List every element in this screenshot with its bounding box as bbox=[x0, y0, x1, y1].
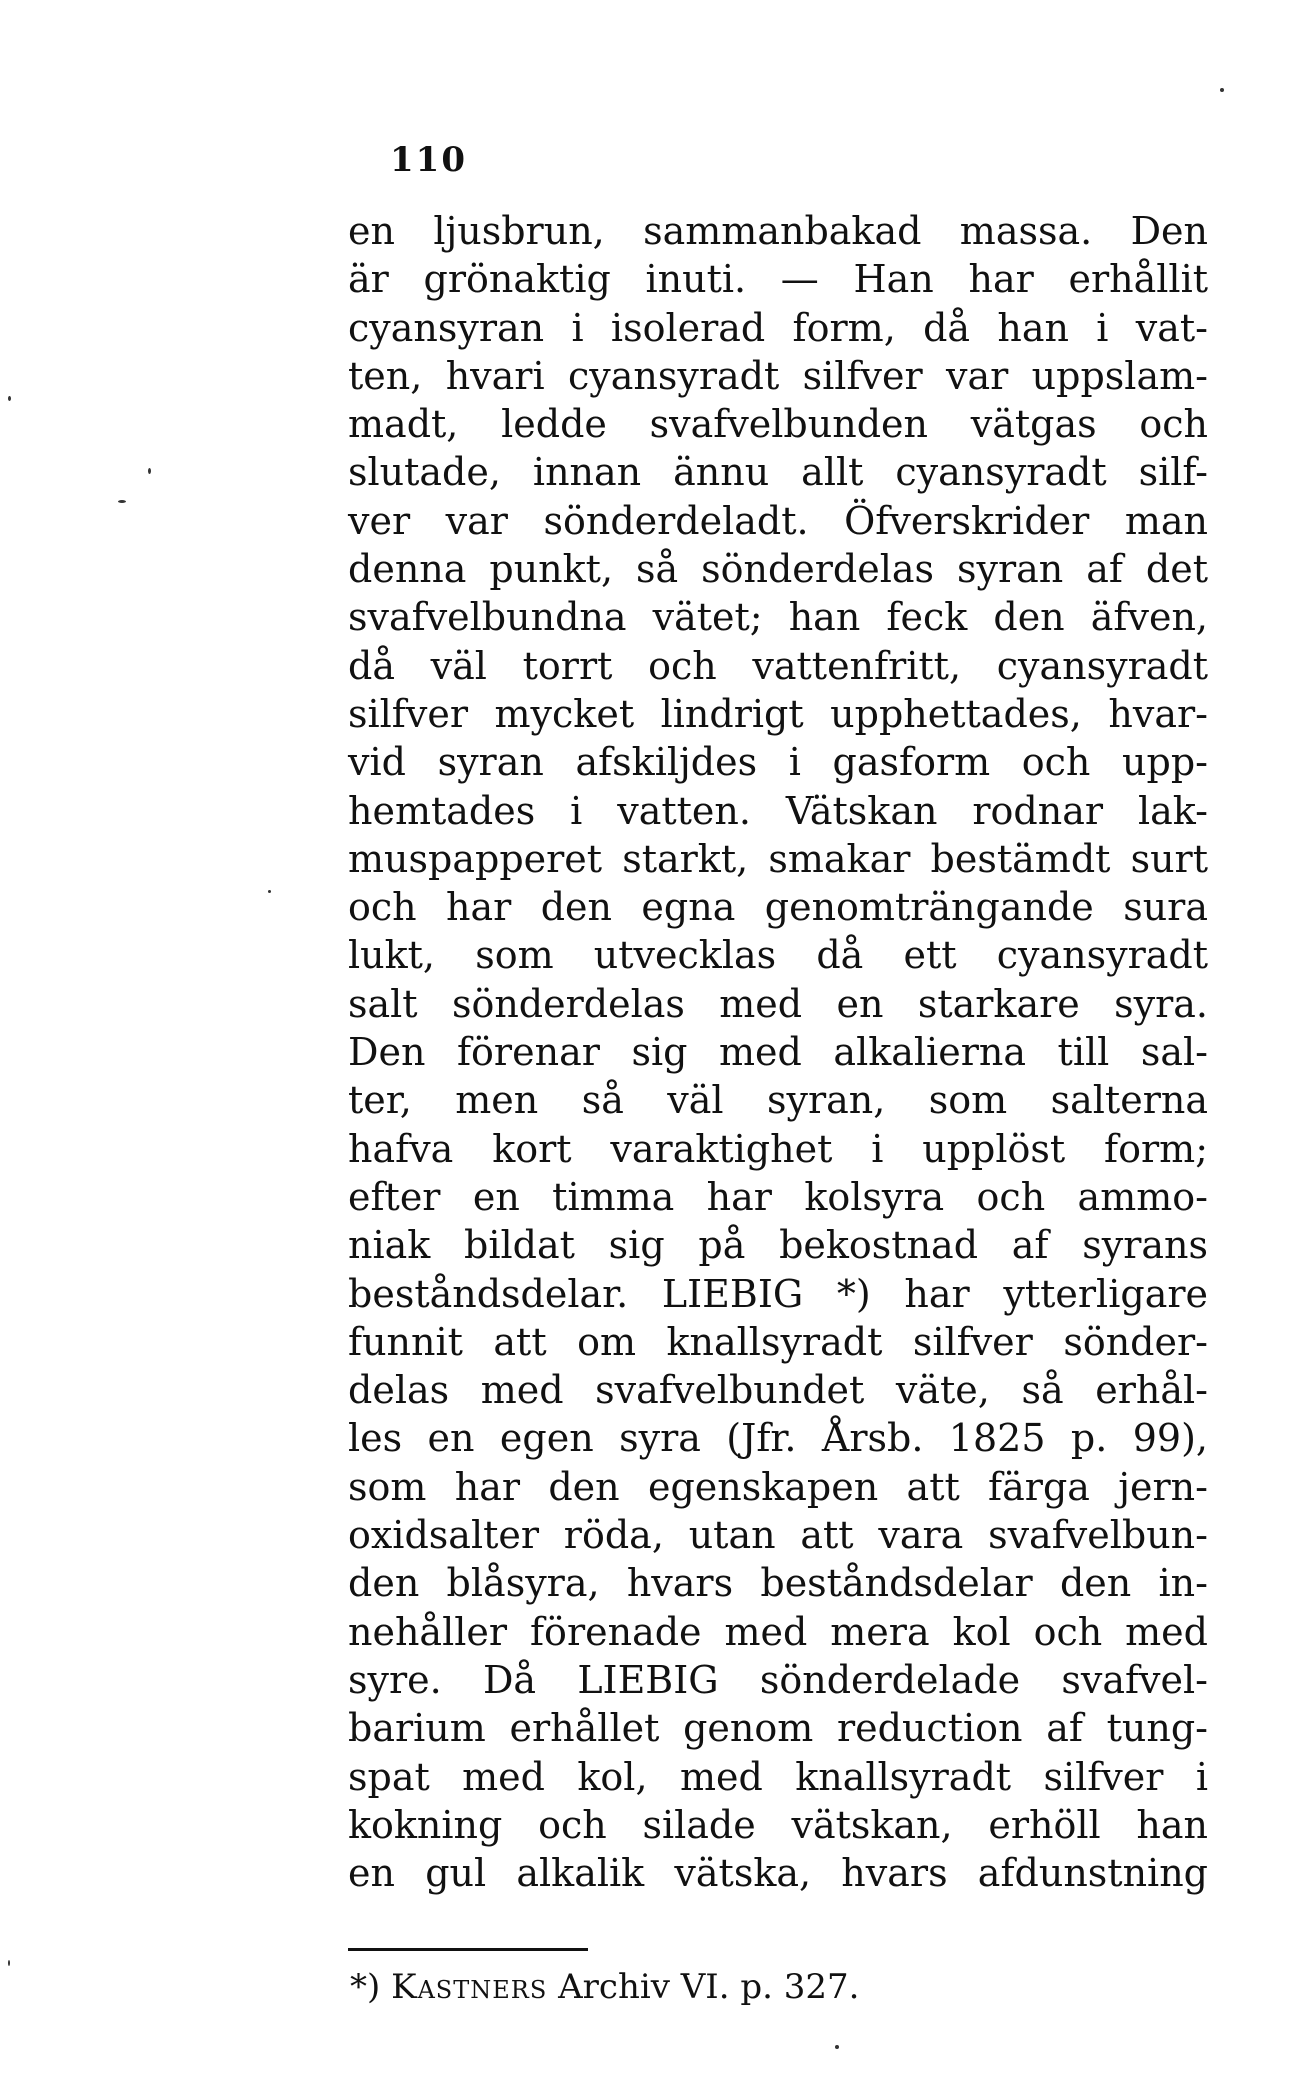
text-line: svafvelbundna vätet; han feck den äfven, bbox=[348, 595, 1208, 640]
text-line: en gul alkalik vätska, hvars afdunstning bbox=[348, 1851, 1208, 1896]
text-line: beståndsdelar. LIEBIG *) har ytterligare bbox=[348, 1271, 1208, 1316]
text-line: les en egen syra (Jfr. Årsb. 1825 p. 99), bbox=[348, 1416, 1208, 1461]
text-line: cyansyran i isolerad form, då han i vat- bbox=[348, 305, 1208, 350]
text-line: kokning och silade vätskan, erhöll han bbox=[348, 1802, 1208, 1847]
page-number: 110 bbox=[390, 140, 467, 180]
scan-speck bbox=[148, 468, 151, 474]
text-line: lukt, som utvecklas då ett cyansyradt bbox=[348, 933, 1208, 978]
text-line: som har den egenskapen att färga jern- bbox=[348, 1464, 1208, 1509]
footnote-rule bbox=[348, 1948, 588, 1951]
text-line: syre. Då LIEBIG sönderdelade svafvel- bbox=[348, 1657, 1208, 1702]
text-line: silfver mycket lindrigt upphettades, hvar- bbox=[348, 691, 1208, 736]
text-line: en ljusbrun, sammanbakad massa. Den bbox=[348, 209, 1208, 253]
text-line: denna punkt, så sönderdelas syran af det bbox=[348, 547, 1208, 592]
text-line: efter en timma har kolsyra och ammo- bbox=[348, 1174, 1208, 1219]
footnote bbox=[350, 1962, 859, 2012]
footnote-reference: Archiv VI. p. 327. bbox=[558, 1967, 860, 2007]
text-line: delas med svafvelbundet väte, så erhål- bbox=[348, 1368, 1208, 1413]
text-line: vid syran afskiljdes i gasform och upp- bbox=[348, 740, 1208, 785]
text-line: funnit att om knallsyradt silfver sönder- bbox=[348, 1319, 1208, 1364]
text-line: slutade, innan ännu allt cyansyradt silf- bbox=[348, 450, 1208, 495]
footnote-author: Kastners bbox=[391, 1967, 548, 2007]
body-text bbox=[348, 207, 1208, 1897]
text-line: är grönaktig inuti. — Han har erhållit bbox=[348, 257, 1208, 302]
text-line: nehåller förenade med mera kol och med bbox=[348, 1609, 1208, 1654]
footnote-marker: *) bbox=[350, 1967, 381, 2007]
scan-speck bbox=[118, 500, 126, 503]
text-line: den blåsyra, hvars beståndsdelar den in- bbox=[348, 1561, 1208, 1606]
text-line: och har den egna genomträngande sura bbox=[348, 885, 1208, 930]
text-line: då väl torrt och vattenfritt, cyansyradt bbox=[348, 643, 1208, 688]
text-line: barium erhållet genom reduction af tung- bbox=[348, 1706, 1208, 1751]
text-line: salt sönderdelas med en starkare syra. bbox=[348, 981, 1208, 1026]
text-line: ver var sönderdeladt. Öfverskrider man bbox=[348, 498, 1208, 543]
text-line: hafva kort varaktighet i upplöst form; bbox=[348, 1126, 1208, 1171]
text-line: muspapperet starkt, smakar bestämdt surt bbox=[348, 836, 1208, 881]
text-line: Den förenar sig med alkalierna till sal- bbox=[348, 1030, 1208, 1075]
scan-speck bbox=[8, 1960, 10, 1966]
scan-speck bbox=[268, 890, 271, 893]
text-line: hemtades i vatten. Vätskan rodnar lak- bbox=[348, 788, 1208, 833]
scan-speck bbox=[835, 2045, 839, 2049]
text-line: madt, ledde svafvelbunden vätgas och bbox=[348, 402, 1208, 447]
text-line: ter, men så väl syran, som salterna bbox=[348, 1078, 1208, 1123]
text-line: niak bildat sig på bekostnad af syrans bbox=[348, 1223, 1208, 1268]
scan-speck bbox=[1220, 88, 1224, 92]
text-line: ten, hvari cyansyradt silfver var uppslam- bbox=[348, 353, 1208, 398]
text-line: oxidsalter röda, utan att vara svafvelbun- bbox=[348, 1513, 1208, 1558]
scan-speck bbox=[8, 396, 11, 401]
text-line: spat med kol, med knallsyradt silfver i bbox=[348, 1754, 1208, 1799]
